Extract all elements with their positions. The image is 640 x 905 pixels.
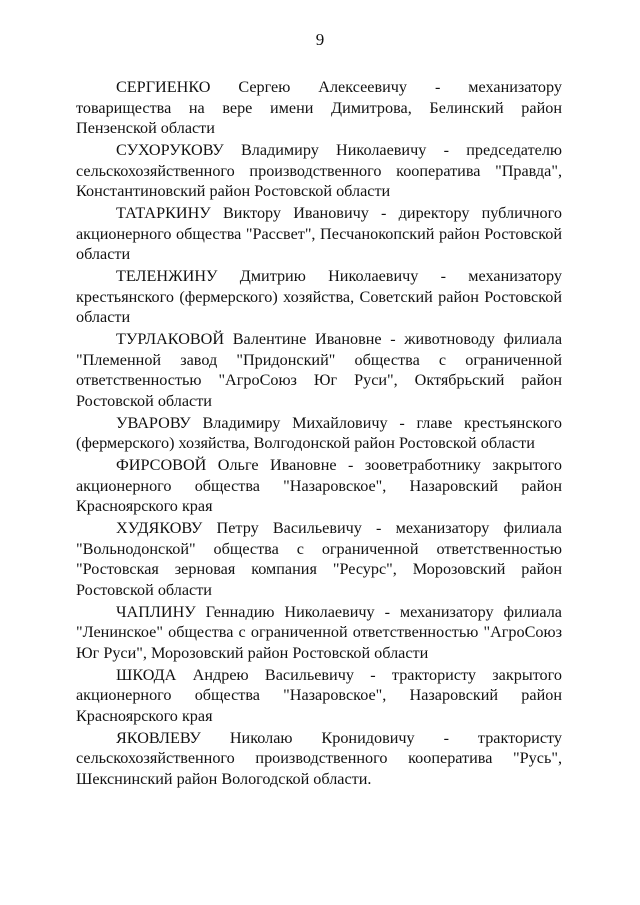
list-item: ТЕЛЕНЖИНУ Дмитрию Николаевичу - механизатору крестьянского (фермерского) хозяйства, Советский район Ростовской области: [76, 267, 562, 326]
list-item: УВАРОВУ Владимиру Михайловичу - главе крестьянского (фермерского) хозяйства, Волгодонской район Ростовской области: [76, 413, 562, 452]
list-item: ЧАПЛИНУ Геннадию Николаевичу - механизатору филиала "Ленинское" общества с ограниченной ответственностью "АгроСоюз Юг Руси", Морозовский район Ростовской области: [76, 602, 562, 662]
page-number: 9: [315, 30, 325, 49]
list-item: ХУДЯКОВУ Петру Васильевичу - механизатору филиала "Вольнодонской" общества с ограниченной ответственностью "Ростовская зерновая компания "Ресурс", Морозовский район Ростовской области: [76, 519, 562, 599]
award-list: [76, 77, 562, 789]
list-item: ШКОДА Андрею Васильевичу - трактористу закрытого акционерного общества "Назаровское", Назаровский район Красноярского края: [76, 665, 562, 725]
list-item: ФИРСОВОЙ Ольге Ивановне - зооветработнику закрытого акционерного общества "Назаровское", Назаровский район Красноярского края: [76, 456, 562, 515]
list-item: СЕРГИЕНКО Сергею Алексеевичу - механизатору товарищества на вере имени Димитрова, Белинский район Пензенской области: [76, 78, 562, 137]
list-item: ЯКОВЛЕВУ Николаю Кронидовичу - трактористу сельскохозяйственного производственного кооператива "Русь", Шекснинский район Вологодской области.: [76, 728, 562, 788]
list-item: ТУРЛАКОВОЙ Валентине Ивановне - животноводу филиала "Племенной завод "Придонский" общества с ограниченной ответственностью "АгроСоюз Юг Руси", Октябрьский район Ростовской области: [76, 330, 562, 410]
list-item: ТАТАРКИНУ Виктору Ивановичу - директору публичного акционерного общества "Рассвет", Песчанокопский район Ростовской области: [76, 204, 562, 263]
list-item: СУХОРУКОВУ Владимиру Николаевичу - председателю сельскохозяйственного производственного кооператива "Правда", Константиновский район Ростовской области: [76, 141, 562, 200]
